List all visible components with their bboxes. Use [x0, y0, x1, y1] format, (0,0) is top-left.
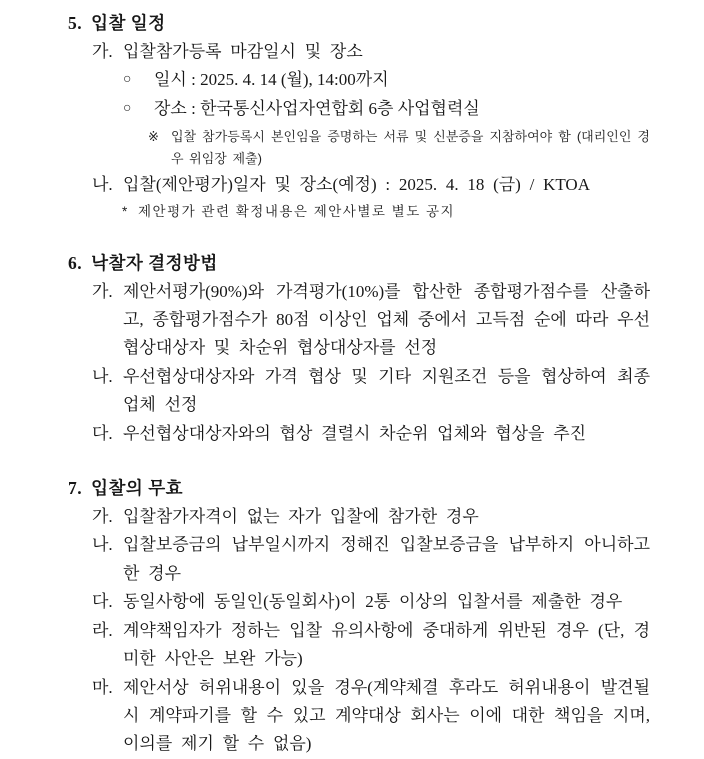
section-items — [68, 38, 650, 223]
section-heading — [68, 249, 650, 278]
list-marker: 나. — [92, 535, 113, 555]
document-section — [68, 249, 650, 448]
document-line — [68, 588, 650, 616]
list-marker: 가. — [92, 507, 113, 527]
line-text: 제안서평가(90%)와 가격평가(10%)를 합산한 종합평가점수를 산출하고, 종합평가점수가 80점 이상인 업체 중에서 고득점 순에 따라 우선협상대상자 및 차순위 협상대상자를 선정 — [123, 281, 650, 358]
line-text: 일시 : 2025. 4. 14 (월), 14:00까지 — [154, 70, 389, 90]
section-number: 6. — [68, 252, 83, 273]
document-line — [68, 95, 650, 123]
list-marker: ※ — [148, 129, 159, 145]
line-text: 우선협상대상자와 가격 협상 및 기타 지원조건 등을 협상하여 최종 업체 선정 — [123, 366, 650, 415]
list-marker: 다. — [92, 423, 113, 443]
line-text: 계약책임자가 정하는 입찰 유의사항에 중대하게 위반된 경우 (단, 경미한 사안은 보완 가능) — [123, 620, 650, 669]
document-line — [68, 363, 650, 420]
list-marker: 다. — [92, 592, 113, 612]
document-line — [68, 66, 650, 94]
line-text: 제안평가 관련 확정내용은 제안사별로 별도 공지 — [138, 203, 456, 219]
list-marker: 마. — [92, 677, 113, 697]
line-text: 입찰참가자격이 없는 자가 입찰에 참가한 경우 — [123, 507, 479, 527]
document-line — [68, 617, 650, 674]
document-line — [68, 200, 650, 223]
list-marker: 나. — [92, 175, 113, 195]
list-marker: 라. — [92, 620, 113, 640]
section-number: 5. — [68, 13, 83, 33]
section-title: 입찰의 무효 — [91, 478, 184, 499]
line-text: 입찰 참가등록시 본인임을 증명하는 서류 및 신분증을 지참하여야 함 (대리인인 경우 위임장 제출) — [171, 129, 650, 166]
section-number: 7. — [68, 478, 83, 499]
document-line — [68, 126, 650, 169]
list-marker: 나. — [92, 366, 113, 386]
section-title: 낙찰자 결정방법 — [91, 252, 218, 273]
section-items — [68, 503, 650, 759]
line-text: 입찰보증금의 납부일시까지 정해진 입찰보증금을 납부하지 아니하고 한 경우 — [123, 535, 650, 583]
document-line — [68, 531, 650, 588]
document-line — [68, 420, 650, 448]
list-marker: ○ — [123, 100, 132, 116]
line-text: 입찰참가등록 마감일시 및 장소 — [123, 42, 363, 61]
document-line — [68, 278, 650, 363]
document-line — [68, 503, 650, 531]
line-text: 동일사항에 동일인(동일회사)이 2통 이상의 입찰서를 제출한 경우 — [123, 592, 623, 612]
list-marker: ○ — [123, 72, 132, 88]
section-heading — [68, 474, 650, 503]
document-line — [68, 171, 650, 199]
line-text: 장소 : 한국통신사업자연합회 6층 사업협력실 — [154, 98, 480, 118]
list-marker: * — [122, 203, 129, 219]
section-items — [68, 278, 650, 448]
line-text: 입찰(제안평가)일자 및 장소(예정) : 2025. 4. 18 (금) / KTOA — [123, 175, 590, 195]
document-section — [68, 9, 650, 223]
document-line — [68, 38, 650, 66]
document-section — [68, 474, 650, 759]
section-heading — [68, 9, 650, 38]
list-marker: 가. — [92, 281, 113, 301]
line-text: 제안서상 허위내용이 있을 경우(계약체결 후라도 허위내용이 발견될 시 계약파기를 할 수 있고 계약대상 회사는 이에 대한 책임을 지며, 이의를 제기 할 수 없음) — [123, 677, 650, 754]
document-line — [68, 674, 650, 759]
section-title: 입찰 일정 — [91, 13, 166, 33]
line-text: 우선협상대상자와의 협상 결렬시 차순위 업체와 협상을 추진 — [123, 423, 587, 443]
list-marker: 가. — [92, 42, 113, 61]
